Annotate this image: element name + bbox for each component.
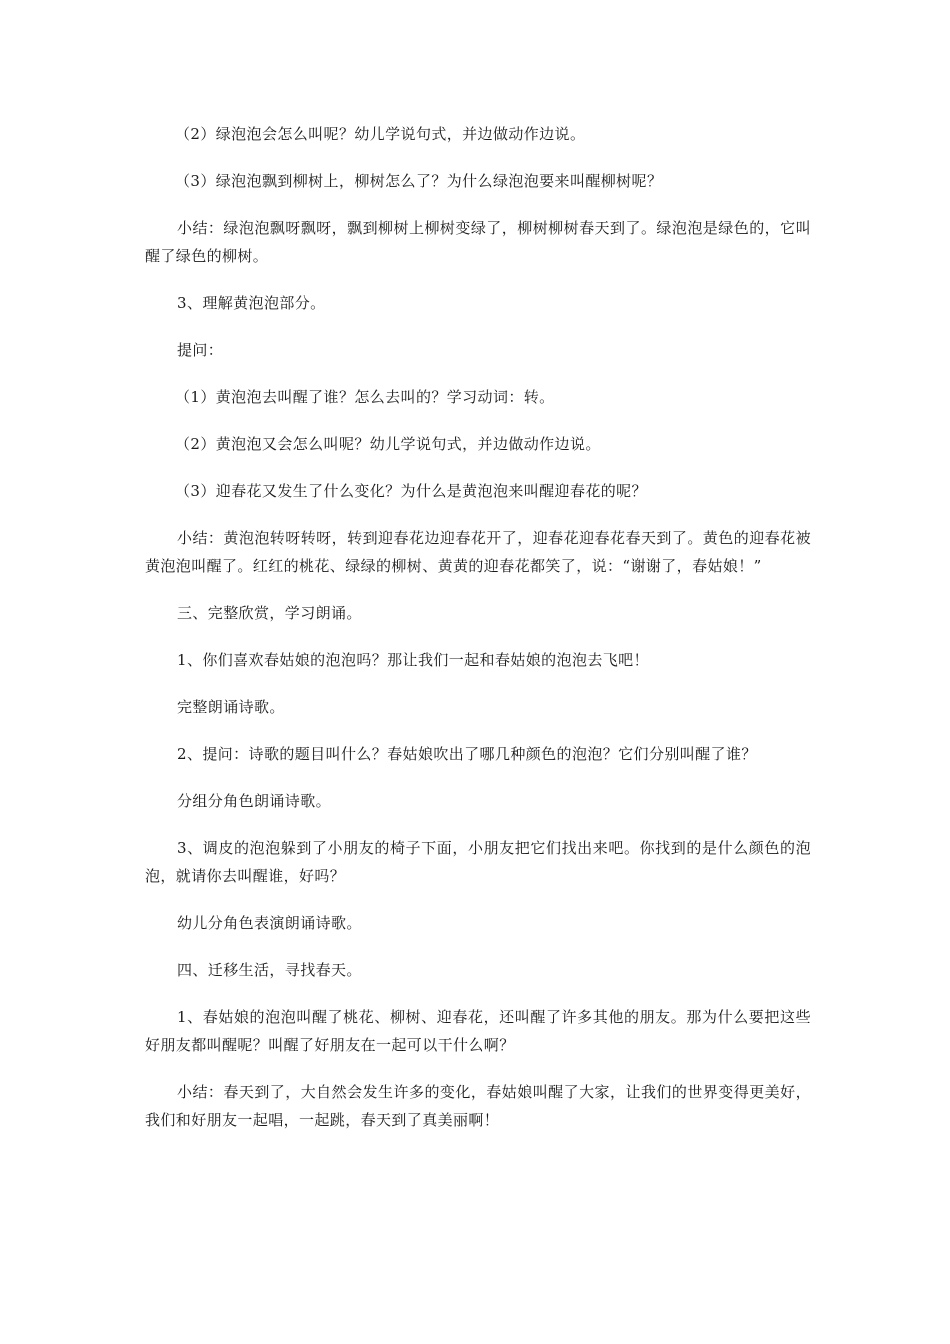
paragraph: 分组分角色朗诵诗歌。 (177, 792, 332, 810)
paragraph: 提问： (177, 341, 224, 359)
paragraph: 2、提问：诗歌的题目叫什么？春姑娘吹出了哪几种颜色的泡泡？它们分别叫醒了谁？ (177, 745, 757, 763)
section-heading: 3、理解黄泡泡部分。 (177, 294, 326, 312)
paragraph: （1）黄泡泡去叫醒了谁？怎么去叫的？学习动词：转。 (175, 388, 555, 406)
paragraph: （2）绿泡泡会怎么叫呢？幼儿学说句式，并边做动作边说。 (175, 125, 586, 143)
document-page (145, 120, 811, 1153)
section-heading: 四、迁移生活，寻找春天。 (177, 961, 362, 979)
paragraph: （3）绿泡泡飘到柳树上，柳树怎么了？为什么绿泡泡要来叫醒柳树呢？ (175, 172, 663, 190)
paragraph: （2）黄泡泡又会怎么叫呢？幼儿学说句式，并边做动作边说。 (175, 435, 601, 453)
paragraph: （3）迎春花又发生了什么变化？为什么是黄泡泡来叫醒迎春花的呢？ (175, 482, 647, 500)
paragraph: 小结：春天到了，大自然会发生许多的变化，春姑娘叫醒了大家，让我们的世界变得更美好，我们和好朋友一起唱，一起跳，春天到了真美丽啊！ (145, 1083, 811, 1129)
paragraph: 1、春姑娘的泡泡叫醒了桃花、柳树、迎春花，还叫醒了许多其他的朋友。那为什么要把这些好朋友都叫醒呢？叫醒了好朋友在一起可以干什么啊？ (145, 1008, 811, 1054)
paragraph: 小结：绿泡泡飘呀飘呀，飘到柳树上柳树变绿了，柳树柳树春天到了。绿泡泡是绿色的，它叫醒了绿色的柳树。 (145, 219, 811, 265)
paragraph: 1、你们喜欢春姑娘的泡泡吗？那让我们一起和春姑娘的泡泡去飞吧！ (177, 651, 649, 669)
paragraph: 3、调皮的泡泡躲到了小朋友的椅子下面，小朋友把它们找出来吧。你找到的是什么颜色的泡泡，就请你去叫醒谁，好吗？ (145, 839, 811, 885)
paragraph: 幼儿分角色表演朗诵诗歌。 (177, 914, 362, 932)
paragraph: 小结：黄泡泡转呀转呀，转到迎春花边迎春花开了，迎春花迎春花春天到了。黄色的迎春花被黄泡泡叫醒了。红红的桃花、绿绿的柳树、黄黄的迎春花都笑了，说：“谢谢了，春姑娘！” (145, 529, 811, 575)
section-heading: 三、完整欣赏，学习朗诵。 (177, 604, 362, 622)
paragraph: 完整朗诵诗歌。 (177, 698, 285, 716)
